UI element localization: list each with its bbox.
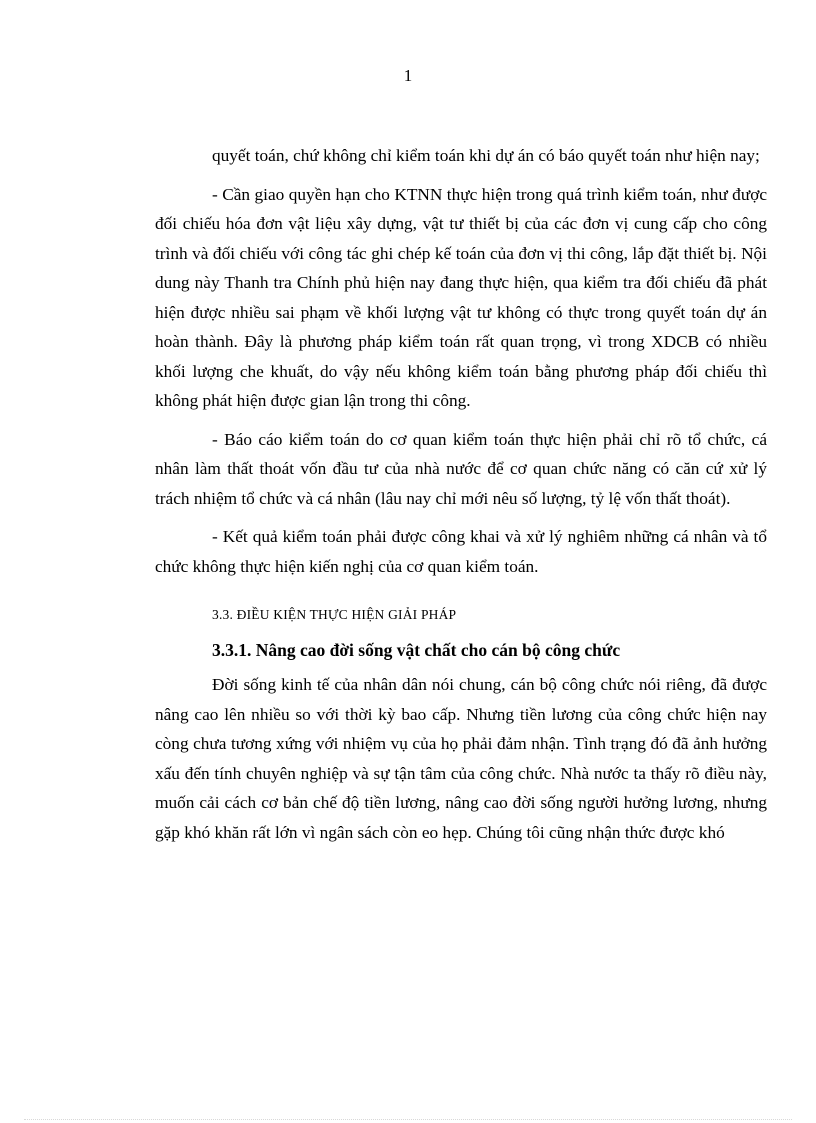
page-bottom-border bbox=[24, 1119, 792, 1120]
paragraph-audit-report: - Báo cáo kiểm toán do cơ quan kiểm toán thực hiện phải chỉ rõ tổ chức, cá nhân làm thất thoát vốn đầu tư của nhà nước để cơ quan chức năng có căn cứ xử lý trách nhiệm tổ chức và cá nhân (lâu nay chỉ mới nêu số lượng, tỷ lệ vốn thất thoát). bbox=[155, 429, 767, 508]
paragraph-living-standards: Đời sống kinh tế của nhân dân nói chung, cán bộ công chức nói riêng, đã được nâng cao lên nhiều so với thời kỳ bao cấp. Nhưng tiền lương của công chức hiện nay còng chưa tương xứng với nhiệm vụ của họ phải đảm nhận. Tình trạng đó đã ảnh hưởng xấu đến tính chuyên nghiệp và sự tận tâm của công chức. Nhà nước ta thấy rõ điều này, muốn cải cách cơ bản chế độ tiền lương, nâng cao đời sống người hưởng lương, nhưng gặp khó khăn rất lớn vì ngân sách còn eo hẹp. Chúng tôi cũng nhận thức được khó bbox=[155, 675, 767, 842]
paragraph-audit-authority: - Cần giao quyền hạn cho KTNN thực hiện trong quá trình kiểm toán, như được đối chiếu hóa đơn vật liệu xây dựng, vật tư thiết bị của các đơn vị cung cấp cho công trình và đối chiếu với công tác ghi chép kế toán của đơn vị thi công, lắp đặt thiết bị. Nội dung này Thanh tra Chính phủ hiện nay đang thực hiện, qua kiểm tra đối chiếu đã phát hiện được nhiều sai phạm về khối lượng vật tư không có thực trong quyết toán dự án hoàn thành. Đây là phương pháp kiểm toán rất quan trọng, vì trong XDCB có nhiều khối lượng che khuất, do vậy nếu không kiểm toán bằng phương pháp đối chiếu thì không phát hiện được gian lận trong thi công. bbox=[155, 184, 767, 410]
paragraph-continuation: quyết toán, chứ không chỉ kiểm toán khi dự án có báo quyết toán như hiện nay; bbox=[212, 146, 760, 165]
subsection-heading: 3.3.1. Nâng cao đời sống vật chất cho cán bộ công chức bbox=[212, 640, 621, 660]
section-heading: 3.3. ĐIỀU KIỆN THỰC HIỆN GIẢI PHÁP bbox=[212, 607, 457, 622]
page-number: 1 bbox=[403, 66, 413, 85]
paragraph-audit-publicity: - Kết quả kiểm toán phải được công khai và xử lý nghiêm những cá nhân và tổ chức không thực hiện kiến nghị của cơ quan kiểm toán. bbox=[155, 527, 767, 576]
document-body bbox=[155, 141, 767, 856]
